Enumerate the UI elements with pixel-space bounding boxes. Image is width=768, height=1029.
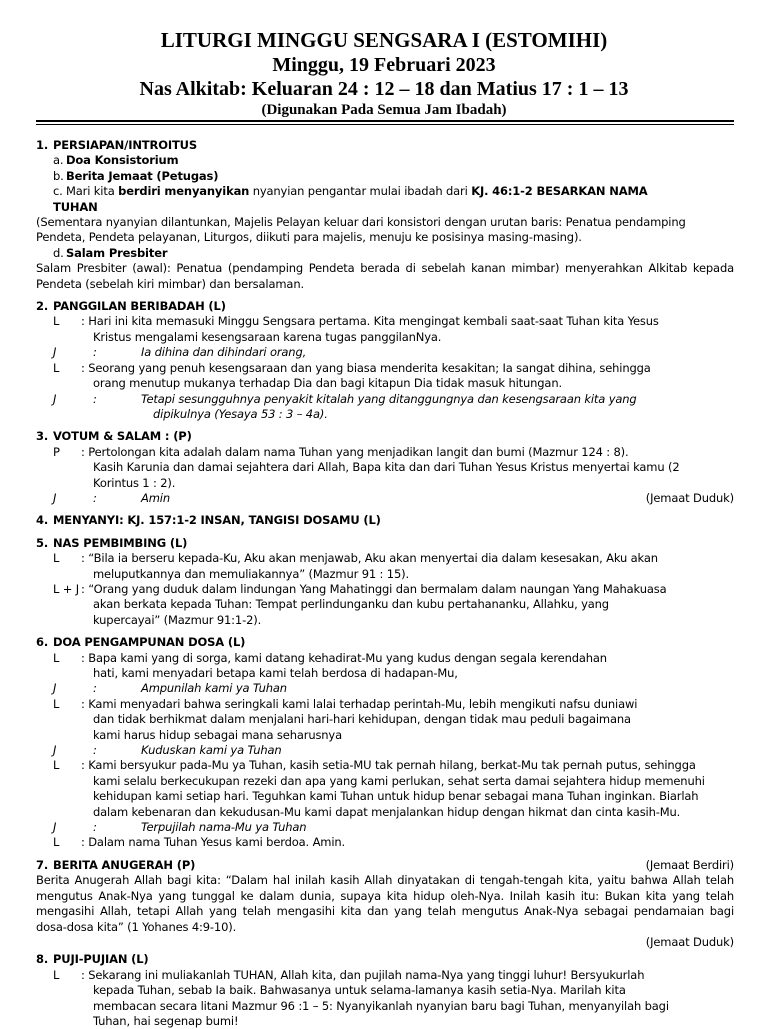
leader-congregation-line: L + J : “Orang yang duduk dalam lindungan Yang Mahatinggi dan bermalam dalam naungan Yang Mahakuasa akan berkata kepada Tuhan: Tempat perlindunganku dan kubu pertahananku, Allahku, yang kupercayai” (Mazmur 91:1-2). (53, 581, 667, 627)
item-berita-jemaat: b. Berita Jemaat (Petugas) (53, 168, 219, 183)
section-puji-pujian (36, 952, 734, 1029)
assurance-text: Berita Anugerah Allah bagi kita: “Dalam hal inilah kasih Allah dinyatakan di tengah-tengah kita, yaitu bahwa Allah telah mengutus Anak-Nya yang tunggal ke dalam dunia, supaya kita hidup oleh-Nya. Inilah kasih itu: Bukan kita yang telah mengasihi Allah, tetapi Allah yang telah mengasihi kita dan yang telah mengutus Anak-Nya sebagai pendamaian bagi dosa-dosa kita” (1 Yohanes 4:9-10). (36, 873, 734, 934)
section-heading: 8. PUJI-PUJIAN (L) (36, 952, 149, 967)
page-header (0, 28, 768, 120)
posture-note: (Jemaat Duduk) (645, 490, 734, 505)
section-nas-pembimbing (36, 536, 734, 628)
item-doa-konsistorium: a. Doa Konsistorium (53, 153, 179, 168)
scripture-reference: Nas Alkitab: Keluaran 24 : 12 – 18 dan Matius 17 : 1 – 13 (139, 78, 629, 100)
section-heading: 7. BERITA ANUGERAH (P) (36, 857, 196, 872)
leader-line: L : Dalam nama Tuhan Yesus kami berdoa. Amin. (53, 835, 346, 850)
usage-note: (Digunakan Pada Semua Jam Ibadah) (261, 102, 507, 118)
liturgy-body (36, 133, 734, 1029)
congregation-line: J : Terpujilah nama-Mu ya Tuhan (53, 820, 307, 835)
section-heading: 2. PANGGILAN BERIBADAH (L) (36, 299, 226, 314)
header-rule-bottom (36, 124, 734, 125)
leader-line: L : Seorang yang penuh kesengsaraan dan yang biasa menderita kesakitan; Ia sangat dihina, sehingga orang menutup mukanya terhadap Dia dan bagi kitapun Dia tidak masuk hitungan. (53, 360, 651, 391)
section-menyanyi (36, 513, 734, 528)
leader-line: L : Kami bersyukur pada-Mu ya Tuhan, kasih setia-MU tak pernah hilang, berkat-Mu tak pernah putus, sehingga kami selalu berkecukupan rezeki dan apa yang kami perlukan, sehat serta damai sejahtera hidup memenuhi kehidupan kami setiap hari. Teguhkan kami Tuhan untuk hidup benar sebagai mana Tuhan inginkan. Biarlah dalam kebenaran dan kekudusan-Mu kami dapat menjalankan hidup dengan hikmat dan cinta kasih-Mu. (53, 758, 705, 819)
service-date: Minggu, 19 Februari 2023 (272, 54, 496, 76)
section-heading: 5. NAS PEMBIMBING (L) (36, 535, 188, 550)
leader-line: L : “Bila ia berseru kepada-Ku, Aku akan menjawab, Aku akan menyertai dia dalam kesesakan, Aku akan meluputkannya dan memuliakannya” (Mazmur 91 : 15). (53, 551, 658, 581)
leader-line: L : Sekarang ini muliakanlah TUHAN, Allah kita, dan pujilah nama-Nya yang tinggi luhur! Bersyukurlah kepada Tuhan, sebab Ia baik. Bahwasanya untuk selama-lamanya kasih setia-Nya. Marilah kita membacan secara litani Mazmur 96 :1 – 5: Nyanyikanlah nyanyian baru bagi Tuhan, menyanyilah bagi Tuhan, hai segenap bumi! (53, 967, 669, 1028)
congregation-line: J : Amin (Jemaat Duduk) (53, 490, 734, 505)
section-heading: 1. PERSIAPAN/INTROITUS (36, 138, 197, 152)
section-heading: 4. MENYANYI: KJ. 157:1-2 INSAN, TANGISI DOSAMU (L) (36, 513, 381, 528)
posture-note: (Jemaat Duduk) (645, 934, 734, 949)
item-salam-presbiter: d. Salam Presbiter (53, 245, 168, 260)
header-rule-top (36, 120, 734, 122)
section-persiapan (36, 138, 734, 292)
salam-presbiter-text: Salam Presbiter (awal): Penatua (pendamping Pendeta berada di sebelah kanan mimbar) menyerahkan Alkitab kepada Pendeta (sebelah kiri mimbar) dan bersalaman. (36, 261, 734, 291)
pastor-line: P : Pertolongan kita adalah dalam nama Tuhan yang menjadikan langit dan bumi (Mazmur 124 : 8). Kasih Karunia dan damai sejahtera dari Allah, Bapa kita dan dari Tuhan Yesus Kristus menyertai kamu (2 Korintus 1 : 2). (53, 444, 680, 490)
section-berita-anugerah (36, 858, 734, 950)
posture-note: (Jemaat Berdiri) (645, 857, 734, 872)
congregation-line: J : Ampunilah kami ya Tuhan (53, 681, 287, 696)
congregation-line: J : Kuduskan kami ya Tuhan (53, 743, 282, 758)
procession-note: (Sementara nyanyian dilantunkan, Majelis Pelayan keluar dari konsistori dengan urutan baris: Penatua pendamping Pendeta, Pendeta pelayanan, Liturgos, diikuti para majelis, menuju ke posisinya masing-masing). (36, 215, 686, 245)
section-heading: 6. DOA PENGAMPUNAN DOSA (L) (36, 635, 246, 650)
congregation-line: J : Ia dihina dan dihindari orang, (53, 345, 307, 360)
leader-line: L : Kami menyadari bahwa seringkali kami lalai terhadap perintah-Mu, lebih mengikuti nafsu duniawi dan tidak berhikmat dalam menjalani hari-hari kehidupan, dengan tidak mau peduli bagaimana kami harus hidup sebagai mana seharusnya (53, 696, 638, 742)
section-doa-pengampunan (36, 635, 734, 851)
congregation-line: J : Tetapi sesungguhnya penyakit kitalah yang ditanggungnya dan kesengsaraan kita yang dipikulnya (Yesaya 53 : 3 – 4a). (53, 391, 637, 421)
leader-line: L : Bapa kami yang di sorga, kami datang kehadirat-Mu yang kudus dengan segala kerendahan hati, kami menyadari betapa kami telah berdosa di hadapan-Mu, (53, 650, 607, 680)
section-heading: 3. VOTUM & SALAM : (P) (36, 429, 192, 444)
item-opening-hymn: c. Mari kita berdiri menyanyikan nyanyian pengantar mulai ibadah dari KJ. 46:1-2 BESARKAN NAMA TUHAN (53, 184, 648, 214)
liturgy-title: LITURGI MINGGU SENGSARA I (ESTOMIHI) (160, 28, 608, 52)
section-panggilan-beribadah (36, 299, 734, 422)
leader-line: L : Hari ini kita memasuki Minggu Sengsara pertama. Kita mengingat kembali saat-saat Tuhan kita Yesus Kristus mengalami kesengsaraan karena tugas panggilanNya. (53, 314, 659, 344)
section-votum-salam (36, 429, 734, 506)
